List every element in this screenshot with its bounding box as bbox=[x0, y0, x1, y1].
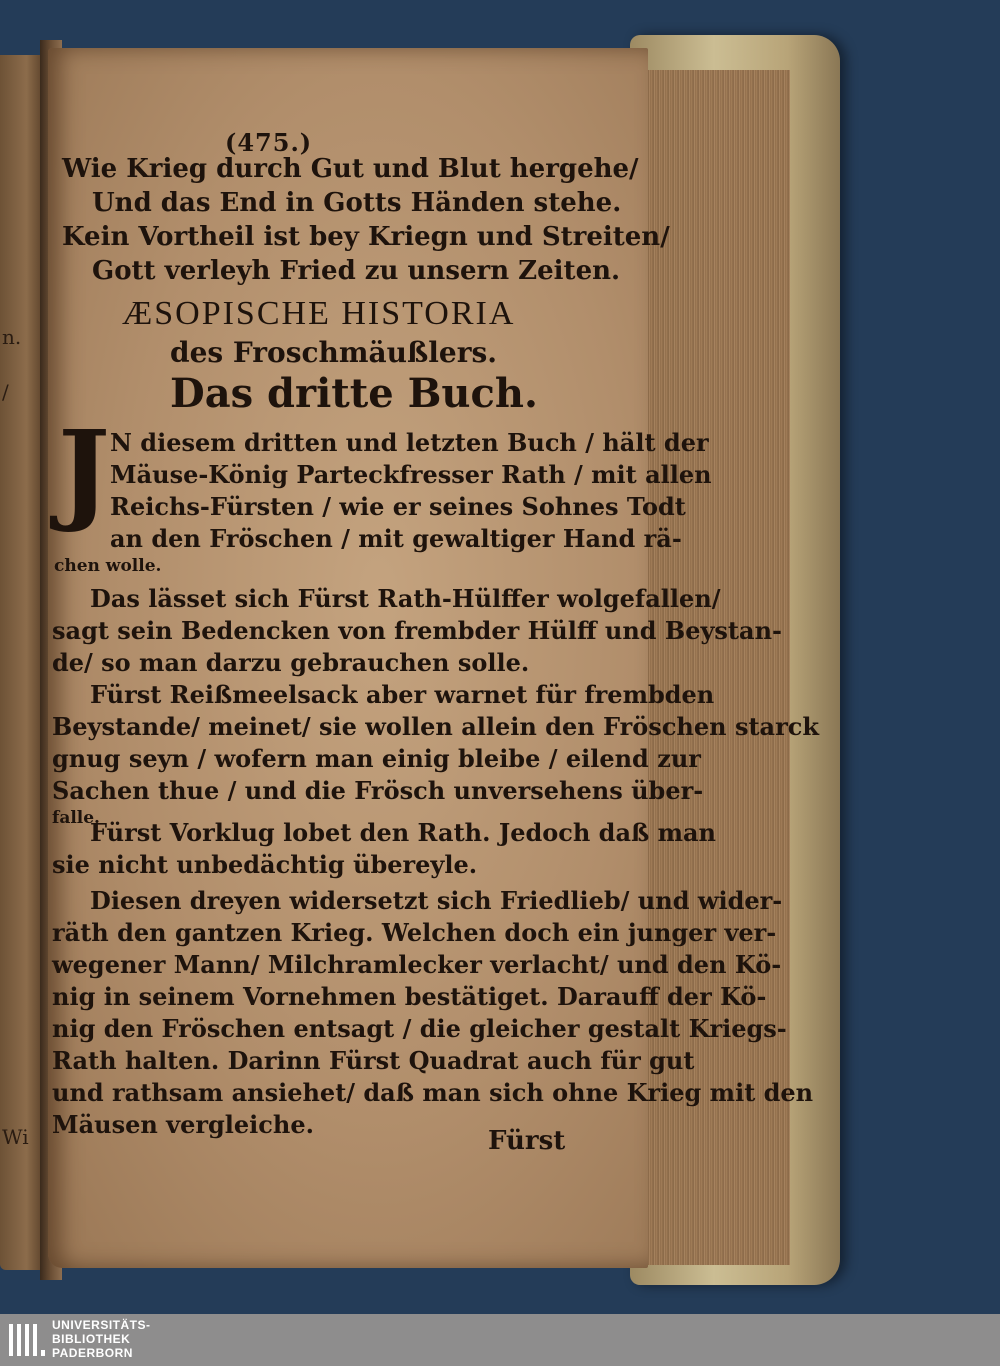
text-line: falle. bbox=[52, 808, 100, 828]
text-line: gnug seyn / wofern man einig bleibe / eilend zur bbox=[52, 744, 701, 773]
book-heading: Das dritte Buch. bbox=[170, 370, 538, 417]
text-line: wegener Mann/ Milchramlecker verlacht/ und den Kö- bbox=[52, 950, 782, 979]
catchword: Fürst bbox=[488, 1126, 566, 1156]
left-page-fragment: Wi bbox=[2, 1125, 29, 1149]
text-line: räth den gantzen Krieg. Welchen doch ein junger ver- bbox=[52, 918, 777, 947]
library-logo-icon bbox=[6, 1320, 46, 1360]
footer-bar bbox=[0, 1314, 1000, 1366]
text-line: Beystande/ meinet/ sie wollen allein den Fröschen starck bbox=[52, 712, 819, 741]
verse-line: Kein Vortheil ist bey Kriegn und Streiten/ bbox=[62, 222, 670, 252]
text-line: Diesen dreyen widersetzt sich Friedlieb/ und wider- bbox=[90, 886, 783, 915]
text-line: Mäuse-König Parteckfresser Rath / mit allen bbox=[110, 460, 712, 489]
library-logo-text bbox=[52, 1318, 151, 1360]
left-page-fragment: n. bbox=[2, 325, 22, 349]
verse-line: Wie Krieg durch Gut und Blut hergehe/ bbox=[62, 154, 639, 184]
text-line: Fürst Reißmeelsack aber warnet für frembden bbox=[90, 680, 715, 709]
text-line: chen wolle. bbox=[54, 556, 162, 576]
text-line: Reichs-Fürsten / wie er seines Sohnes Todt bbox=[110, 492, 686, 521]
text-line: N diesem dritten und letzten Buch / hält der bbox=[110, 428, 709, 457]
text-line: und rathsam ansiehet/ daß man sich ohne Krieg mit den bbox=[52, 1078, 814, 1107]
text-line: Fürst Vorklug lobet den Rath. Jedoch daß man bbox=[90, 818, 716, 847]
page-number: (475.) bbox=[225, 128, 313, 157]
left-page-fragment: / bbox=[2, 380, 9, 404]
section-heading: ÆSOPISCHE HISTORIA bbox=[122, 295, 516, 332]
text-line: nig in seinem Vornehmen bestätiget. Darauff der Kö- bbox=[52, 982, 767, 1011]
text-line: sagt sein Bedencken von frembder Hülff und Beystan- bbox=[52, 616, 782, 645]
drop-initial: J bbox=[58, 406, 111, 535]
text-line: de/ so man darzu gebrauchen solle. bbox=[52, 648, 530, 677]
logo-line: BIBLIOTHEK bbox=[52, 1332, 131, 1346]
text-line: Das lässet sich Fürst Rath-Hülffer wolgefallen/ bbox=[90, 584, 721, 613]
text-line: Rath halten. Darinn Fürst Quadrat auch für gut bbox=[52, 1046, 695, 1075]
logo-line: UNIVERSITÄTS- bbox=[52, 1318, 151, 1332]
current-page bbox=[48, 48, 819, 1268]
verse-line: Und das End in Gotts Händen stehe. bbox=[92, 188, 622, 218]
text-line: Mäusen vergleiche. bbox=[52, 1110, 314, 1139]
text-line: nig den Fröschen entsagt / die gleicher gestalt Kriegs- bbox=[52, 1014, 787, 1043]
logo-line: PADERBORN bbox=[52, 1346, 133, 1360]
section-subheading: des Froschmäußlers. bbox=[170, 336, 498, 369]
verse-line: Gott verleyh Fried zu unsern Zeiten. bbox=[92, 256, 621, 286]
text-line: Sachen thue / und die Frösch unversehens über- bbox=[52, 776, 704, 805]
previous-page bbox=[0, 55, 44, 1270]
text-line: an den Fröschen / mit gewaltiger Hand rä- bbox=[110, 524, 682, 553]
text-line: sie nicht unbedächtig übereyle. bbox=[52, 850, 478, 879]
